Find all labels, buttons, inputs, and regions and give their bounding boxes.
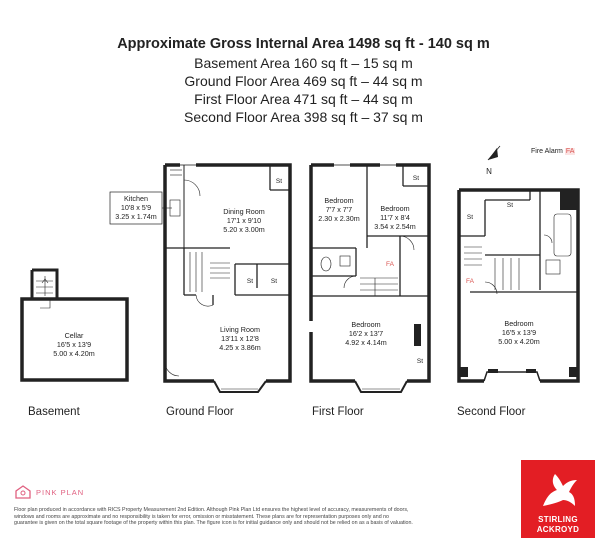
bedroom-main-name: Bedroom — [351, 320, 381, 329]
first-store-1: St — [412, 175, 420, 182]
cellar-imperial: 16'5 x 13'9 — [56, 340, 92, 349]
bedroom-small-imperial: 7'7 x 7'7 — [325, 205, 353, 214]
gross-area-title: Approximate Gross Internal Area 1498 sq ft - 140 sq m — [117, 36, 490, 52]
second-store-1: St — [466, 214, 474, 221]
first-fire-alarm-marker: FA — [386, 261, 394, 268]
second-bedroom-metric: 5.00 x 4.20m — [498, 337, 540, 346]
dining-room-metric: 5.20 x 3.00m — [223, 225, 265, 234]
ground-store-3: St — [270, 278, 278, 285]
bedroom-main-imperial: 16'2 x 13'7 — [348, 329, 384, 338]
compass-letter: N — [486, 167, 492, 176]
second-bedroom-name: Bedroom — [504, 319, 534, 328]
living-room-metric: 4.25 x 3.86m — [219, 343, 261, 352]
griffin-icon — [537, 466, 581, 512]
dining-room-name: Dining Room — [223, 207, 265, 216]
living-room-name: Living Room — [220, 325, 260, 334]
disclaimer-text: Floor plan produced in accordance with RICS Property Measurement 2nd Edition. Although Pink Plan Ltd ensures the highest level of accuracy, measurements of doors, windows and rooms are approximate and no responsibility is taken for error, omission or misstatement. These plans are for representation purposes only and no guarantee is given on the total square footage of the property within this plan. The figure icon is for initial guidance only and should not be relied on as a basis of valuation. — [14, 507, 413, 527]
bedroom-small-name: Bedroom — [324, 196, 354, 205]
fire-alarm-legend — [531, 148, 575, 155]
bedroom-mid-name: Bedroom — [380, 204, 410, 213]
bedroom-mid-metric: 3.54 x 2.54m — [374, 222, 416, 231]
second-store-2: St — [506, 202, 514, 209]
ground-store-1: St — [275, 178, 283, 185]
basement-plan — [22, 270, 127, 380]
second-fire-alarm-marker: FA — [466, 278, 474, 285]
living-room-imperial: 13'11 x 12'8 — [221, 334, 259, 343]
bedroom-small-metric: 2.30 x 2.30m — [318, 214, 360, 223]
pink-plan-logo-icon — [14, 484, 32, 500]
ground-floor-area-line: Ground Floor Area 469 sq ft – 44 sq m — [184, 73, 423, 89]
basement-label: Basement — [28, 406, 80, 418]
second-floor-area-line: Second Floor Area 398 sq ft – 37 sq m — [184, 109, 423, 125]
bedroom-mid-imperial: 11'7 x 8'4 — [380, 213, 410, 222]
second-bedroom-imperial: 16'5 x 13'9 — [501, 328, 537, 337]
kitchen-imperial: 10'8 x 5'9 — [120, 203, 152, 212]
cellar-name: Cellar — [64, 331, 84, 340]
pink-plan-brand: PINK PLAN — [36, 488, 85, 497]
second-floor-label: Second Floor — [457, 406, 526, 418]
first-store-2: St — [416, 358, 424, 365]
first-floor-label: First Floor — [312, 406, 364, 418]
bedroom-main-metric: 4.92 x 4.14m — [345, 338, 387, 347]
kitchen-name: Kitchen — [124, 194, 148, 203]
ground-floor-label: Ground Floor — [166, 406, 234, 418]
second-floor-plan — [459, 190, 578, 381]
logo-text-ackroyd: ACKROYD — [536, 525, 580, 534]
dining-room-imperial: 17'1 x 9'10 — [226, 216, 262, 225]
ground-store-2: St — [246, 278, 254, 285]
cellar-metric: 5.00 x 4.20m — [53, 349, 95, 358]
logo-text-stirling: STIRLING — [538, 515, 578, 524]
fire-alarm-code: FA — [565, 148, 575, 155]
fire-alarm-label: Fire Alarm — [531, 148, 563, 155]
compass-icon — [486, 146, 500, 176]
basement-area-line: Basement Area 160 sq ft – 15 sq m — [194, 55, 413, 71]
first-floor-area-line: First Floor Area 471 sq ft – 44 sq m — [194, 91, 413, 107]
kitchen-metric: 3.25 x 1.74m — [115, 212, 157, 221]
